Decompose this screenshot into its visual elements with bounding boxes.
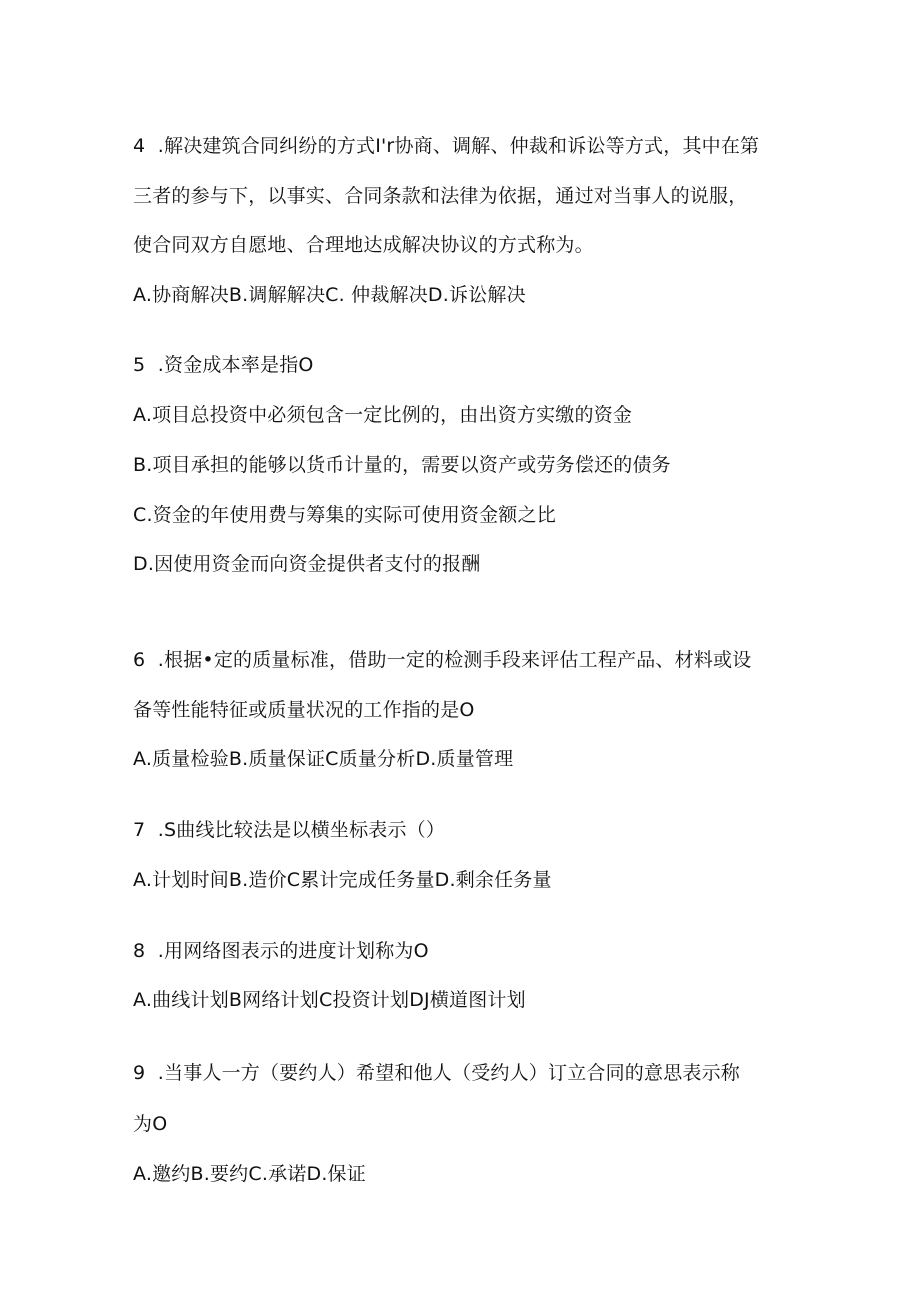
question-5-option-b: B.项目承担的能够以货币计量的，需要以资产或劳务偿还的债务: [133, 454, 671, 476]
question-5-option-a: A.项目总投资中必须包含一定比例的，由出资方实缴的资金: [133, 404, 633, 426]
question-4-stem-line-3: 使合同双方自愿地、合理地达成解决协议的方式称为。: [133, 234, 594, 256]
question-7-stem: 7 .S曲线比较法是以横坐标表示（）: [133, 819, 446, 841]
question-4-options: A.协商解决B.调解解决C. 仲裁解决D.诉讼解决: [133, 284, 526, 306]
question-5-option-d: D.因使用资金而向资金提供者支付的报酬: [133, 553, 481, 575]
question-8-options: A.曲线计划B网络计划C投资计划DJ横道图计划: [133, 989, 526, 1011]
question-5-stem: 5 .资金成本率是指O: [133, 354, 314, 376]
question-5-option-c: C.资金的年使用费与筹集的实际可使用资金额之比: [133, 504, 556, 526]
question-7-options: A.计划时间B.造价C累计完成任务量D.剩余任务量: [133, 869, 552, 891]
question-9-stem-line-1: 9 .当事人一方（要约人）希望和他人（受约人）订立合同的意思表示称: [133, 1062, 741, 1084]
question-6-stem-line-1: 6 .根据•定的质量标准，借助一定的检测手段来评估工程产品、材料或设: [133, 649, 752, 671]
question-4-stem-line-2: 三者的参与下，以事实、合同条款和法律为依据，通过对当事人的说服，: [133, 185, 748, 207]
question-9-stem-line-2: 为O: [133, 1113, 168, 1135]
question-8-stem: 8 .用网络图表示的进度计划称为O: [133, 940, 429, 962]
question-4-stem-line-1: 4 .解决建筑合同纠纷的方式I'r协商、调解、仲裁和诉讼等方式，其中在第: [133, 135, 760, 157]
question-9-options: A.邀约B.要约C.承诺D.保证: [133, 1163, 366, 1185]
question-6-options: A.质量检验B.质量保证C质量分析D.质量管理: [133, 748, 514, 770]
question-6-stem-line-2: 备等性能特征或质量状况的工作指的是O: [133, 699, 475, 721]
